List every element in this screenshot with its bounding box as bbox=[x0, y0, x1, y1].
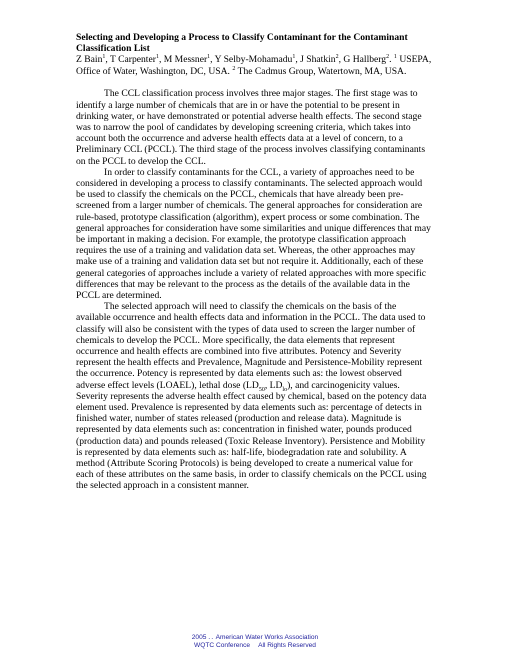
author-name: J Shatkin bbox=[300, 54, 336, 66]
affiliation-mark: 1 bbox=[393, 54, 397, 61]
subscript: lo bbox=[282, 386, 288, 393]
affiliation-mark: 1 bbox=[155, 54, 159, 61]
footer-line-1 bbox=[0, 634, 510, 642]
paragraph-3-text: The selected approach will need to classify the chemicals on the basis of the available occurrence and health effects data and information in the PCCL. The data used to classify will also be consistent with the types of data used to screen the larger number of chemicals to develop the PCCL. More specifically, the data elements that represent occurrence and health effects are combined into five attributes. Potency and Severity represent the health effects and Prevalence, Magnitude and Persistence-Mobility represent the occurrence. Potency is represented by data elements such as: the lowest observed adverse effect levels (LOAEL), lethal dose (LD bbox=[76, 301, 426, 391]
paper-title: Selecting and Developing a Process to Classify Contaminant for the Contaminant Classification List bbox=[76, 32, 408, 55]
footer-dots: .. bbox=[208, 634, 215, 641]
paragraph-1: The CCL classification process involves three major stages. The first stage was to identify a large number of chemicals that are in or have the potential to be present in drinking water, or have demonstrated or potential adverse health effects. The second stage was to narrow the pool of candidates by developing screening criteria, which takes into account both the occurrence and adverse health effects data at a level of concern, to a Preliminary CCL (PCCL). The third stage of the process involves classifying contaminants on the PCCL to develop the CCL. bbox=[76, 88, 426, 167]
affiliation-mark: 1 bbox=[292, 54, 296, 61]
footer-year: 2005 bbox=[191, 634, 207, 641]
footer-org: American Water Works Association bbox=[215, 634, 319, 641]
abstract-body bbox=[76, 88, 432, 491]
affiliation-mark: 2 bbox=[386, 54, 390, 61]
author-name: T Carpenter bbox=[110, 54, 156, 66]
author-name: G Hallberg bbox=[343, 54, 387, 66]
affiliation-mark: 1 bbox=[207, 54, 211, 61]
footer-conference: WQTC Conference bbox=[194, 642, 251, 650]
affiliation-mark: 1 bbox=[102, 54, 106, 61]
subscript: 50 bbox=[258, 386, 265, 393]
author-name: M Messner bbox=[163, 54, 208, 66]
affiliation-text: The Cadmus Group, Watertown, MA, USA. bbox=[237, 65, 407, 77]
footer-line-2 bbox=[0, 642, 510, 650]
footer-rights: All Rights Reserved bbox=[258, 642, 316, 650]
page-footer bbox=[0, 634, 510, 650]
paper-page bbox=[76, 32, 432, 492]
author-block: Z Bain$^1$, T Carpenter$^1$, M Messner$^1$, Y Selby-Mohamadu$^1$, J Shatkin$^2$, G Hallberg$^2$. $^1$ USEPA, Office of Water, Washington, DC, USA. $^2$ The Cadmus Group, Watertown, MA, USA. bbox=[76, 54, 432, 77]
author-name: Y Selby-Mohamadu bbox=[214, 54, 293, 66]
paragraph-3-text: , LD bbox=[264, 379, 283, 391]
affiliation-mark: 2 bbox=[232, 65, 236, 72]
affiliation-mark: 2 bbox=[335, 54, 339, 61]
paragraph-2: In order to classify contaminants for the CCL, a variety of approaches need to be considered in developing a process to classify contaminants. The selected approach would be used to classify the chemicals on the PCCL, chemicals that have already been pre-screened from a larger number of chemicals. The general approaches for consideration are rule-based, prototype classification (algorithm), expert process or some combination. The general approaches for consideration have some similarities and unique differences that may be important in making a decision. For example, the prototype classification approach requires the use of a training and validation data set. Whereas, the other approaches may make use of a training and validation data set but not require it. Additionally, each of these general categories of approaches include a variety of related approaches with more specific differences that may be relevant to the process as the details of the available data in the PCCL are determined. bbox=[76, 166, 431, 301]
paragraph-3 bbox=[76, 301, 432, 491]
affiliation-text: USEPA, Office of Water, Washington, DC, USA. bbox=[76, 54, 432, 77]
author-name: Z Bain bbox=[76, 54, 103, 66]
paragraph-3-text: ), and carcinogenicity values. Severity represents the adverse health effect caused by chemical, based on the potency data element used. Prevalence is represented by data elements such as: percentage of detects in finished water, number of states released (production and release data). Magnitude is represented by data elements such as: concentration in finished water, pounds produced (production data) and pounds released (Toxic Release Inventory). Persistence and Mobility is represented by data elements such as: half-life, biodegradation rate and solubility. A method (Attribute Scoring Protocols) is being developed to create a numerical value for each of these attributes on the same basis, in order to classify chemicals on the PCCL using the selected approach in a consistent manner. bbox=[76, 379, 427, 492]
